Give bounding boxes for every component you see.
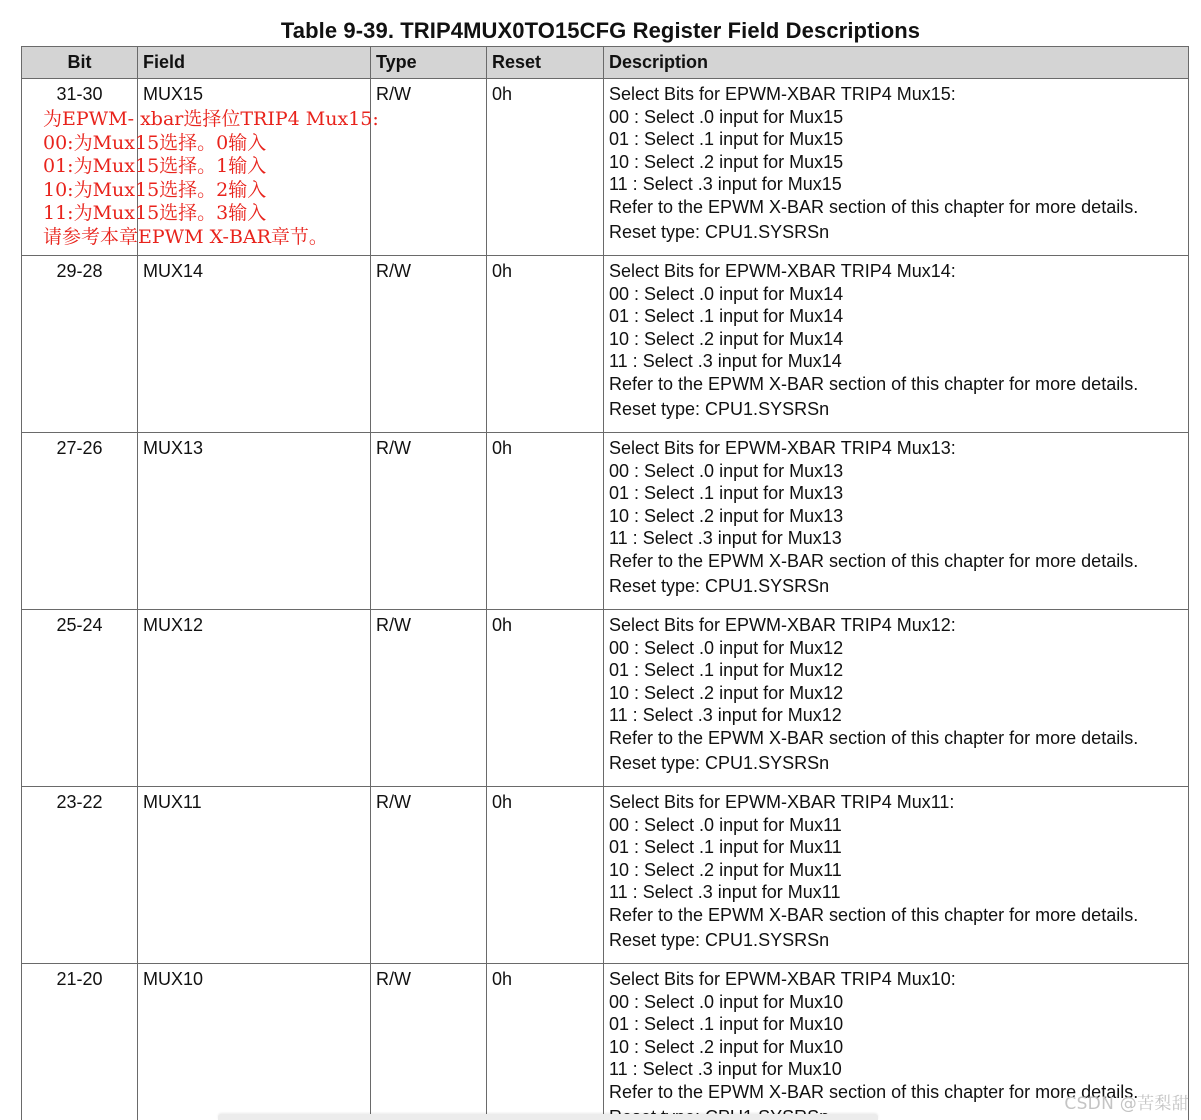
field-cell: MUX12	[138, 610, 371, 787]
description-line: 11 : Select .3 input for Mux14	[609, 351, 842, 372]
type-cell: R/W	[371, 787, 487, 964]
table-row	[22, 256, 1189, 433]
description-line: 11 : Select .3 input for Mux11	[609, 882, 841, 903]
column-header-bit: Bit	[22, 47, 138, 79]
description-line: Reset type: CPU1.SYSRSn	[609, 575, 830, 596]
column-header-type: Type	[371, 47, 487, 79]
bit-cell: 21-20	[22, 964, 138, 1120]
bit-cell: 23-22	[22, 787, 138, 964]
table-row	[22, 787, 1189, 964]
annotation-line: 为EPWM- xbar选择位TRIP4 Mux15:	[43, 108, 379, 130]
reset-cell: 0h	[487, 79, 604, 256]
description-line: 00 : Select .0 input for Mux15	[609, 106, 844, 127]
description-line: Reset type: CPU1.SYSRSn	[609, 221, 830, 242]
description-line: 10 : Select .2 input for Mux12	[609, 682, 844, 703]
description-line: Refer to the EPWM X-BAR section of this chapter for more details.	[609, 196, 1139, 217]
field-cell: MUX11	[138, 787, 371, 964]
type-cell: R/W	[371, 433, 487, 610]
description-line: Select Bits for EPWM-XBAR TRIP4 Mux10:	[609, 969, 956, 989]
description-line: Refer to the EPWM X-BAR section of this chapter for more details.	[609, 373, 1139, 394]
bit-cell: 29-28	[22, 256, 138, 433]
field-cell: MUX13	[138, 433, 371, 610]
field-cell: MUX14	[138, 256, 371, 433]
description-line: 00 : Select .0 input for Mux13	[609, 460, 844, 481]
annotation-line: 11:为Mux15选择。3输入	[43, 202, 267, 224]
description-line: 01 : Select .1 input for Mux14	[609, 306, 844, 327]
type-cell: R/W	[371, 79, 487, 256]
description-line: 01 : Select .1 input for Mux13	[609, 483, 844, 504]
description-line: Select Bits for EPWM-XBAR TRIP4 Mux13:	[609, 438, 956, 458]
description-line: Select Bits for EPWM-XBAR TRIP4 Mux12:	[609, 615, 956, 635]
description-line: 01 : Select .1 input for Mux11	[609, 837, 842, 858]
description-line: Reset type: CPU1.SYSRSn	[609, 398, 830, 419]
reset-cell: 0h	[487, 433, 604, 610]
type-cell: R/W	[371, 610, 487, 787]
description-line: 00 : Select .0 input for Mux14	[609, 283, 844, 304]
description-line: 00 : Select .0 input for Mux12	[609, 637, 844, 658]
description-line: 10 : Select .2 input for Mux10	[609, 1036, 844, 1057]
table-row	[22, 433, 1189, 610]
column-header-description: Description	[604, 47, 1189, 79]
bit-cell: 27-26	[22, 433, 138, 610]
description-line: Refer to the EPWM X-BAR section of this chapter for more details.	[609, 1081, 1139, 1102]
description-line: Select Bits for EPWM-XBAR TRIP4 Mux11:	[609, 792, 955, 812]
annotation-line: 01:为Mux15选择。1输入	[43, 155, 267, 177]
bit-cell: 25-24	[22, 610, 138, 787]
column-header-reset: Reset	[487, 47, 604, 79]
handwritten-translation-annotation	[43, 108, 379, 249]
description-cell	[604, 433, 1189, 610]
description-line: 10 : Select .2 input for Mux14	[609, 328, 844, 349]
reset-cell: 0h	[487, 610, 604, 787]
watermark: CSDN @苦梨甜	[1064, 1094, 1189, 1114]
description-line: 11 : Select .3 input for Mux10	[609, 1059, 842, 1080]
type-cell: R/W	[371, 256, 487, 433]
annotation-line: 00:为Mux15选择。0输入	[43, 131, 267, 154]
description-cell	[604, 79, 1189, 256]
field-cell: MUX10	[138, 964, 371, 1120]
description-line: Reset type: CPU1.SYSRSn	[609, 752, 830, 773]
bit-cell: 31-30	[22, 79, 138, 256]
description-line: 01 : Select .1 input for Mux10	[609, 1014, 844, 1035]
description-line: 10 : Select .2 input for Mux15	[609, 151, 844, 172]
annotation-line: 10:为Mux15选择。2输入	[43, 178, 267, 201]
table-header-row	[22, 47, 1189, 79]
description-line: 01 : Select .1 input for Mux12	[609, 660, 844, 681]
description-line: 11 : Select .3 input for Mux12	[609, 705, 842, 726]
table-row	[22, 964, 1189, 1120]
type-cell: R/W	[371, 964, 487, 1120]
description-line: Select Bits for EPWM-XBAR TRIP4 Mux14:	[609, 261, 956, 281]
table-title: Table 9-39. TRIP4MUX0TO15CFG Register Field Descriptions	[280, 18, 921, 43]
description-line: 00 : Select .0 input for Mux10	[609, 991, 844, 1012]
description-line: Refer to the EPWM X-BAR section of this chapter for more details.	[609, 727, 1139, 748]
description-cell	[604, 610, 1189, 787]
annotation-line: 请参考本章EPWM X-BAR章节。	[43, 225, 328, 248]
description-line: Refer to the EPWM X-BAR section of this chapter for more details.	[609, 904, 1139, 925]
description-line: 11 : Select .3 input for Mux13	[609, 528, 842, 549]
description-line: 00 : Select .0 input for Mux11	[609, 814, 842, 835]
field-cell: MUX15	[138, 79, 371, 256]
description-line: 11 : Select .3 input for Mux15	[609, 174, 842, 195]
description-line: 01 : Select .1 input for Mux15	[609, 129, 844, 150]
horizontal-scrollbar[interactable]	[218, 1114, 878, 1120]
description-line: 10 : Select .2 input for Mux11	[609, 859, 842, 880]
table-row	[22, 610, 1189, 787]
description-line: 10 : Select .2 input for Mux13	[609, 505, 844, 526]
description-line: Refer to the EPWM X-BAR section of this chapter for more details.	[609, 550, 1139, 571]
description-cell	[604, 787, 1189, 964]
column-header-field: Field	[138, 47, 371, 79]
description-cell	[604, 256, 1189, 433]
reset-cell: 0h	[487, 964, 604, 1120]
description-line: Reset type: CPU1.SYSRSn	[609, 929, 830, 950]
reset-cell: 0h	[487, 787, 604, 964]
description-line: Select Bits for EPWM-XBAR TRIP4 Mux15:	[609, 84, 956, 104]
reset-cell: 0h	[487, 256, 604, 433]
